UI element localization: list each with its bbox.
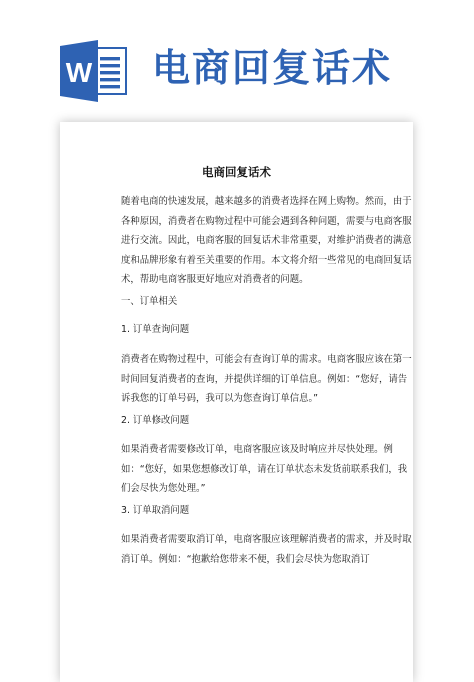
item-heading-order-query: 1. 订单查询问题 (121, 324, 190, 335)
item-heading-order-modify: 2. 订单修改问题 (121, 415, 190, 426)
section-heading-orders: 一、订单相关 (121, 296, 178, 307)
item-text-order-cancel: 如果消费者需要取消订单，电商客服应该理解消费者的需求，并及时取消订单。例如：“抱歉给您带来不便，我们会尽快为您取消订 (121, 534, 412, 565)
document-title: 电商回复话术 (202, 165, 271, 179)
word-icon-letter: W (65, 57, 93, 88)
item-heading-order-cancel: 3. 订单取消问题 (121, 505, 190, 516)
item-text-order-query: 消费者在购物过程中，可能会有查询订单的需求。电商客服应该在第一时间回复消费者的查询，并提供详细的订单信息。例如：“您好，请告诉我您的订单号码，我可以为您查询订单信息。” (121, 354, 412, 404)
header-title: 电商回复话术 (152, 46, 393, 90)
word-icon (60, 40, 130, 102)
header (0, 0, 474, 140)
item-text-order-modify: 如果消费者需要修改订单，电商客服应该及时响应并尽快处理。例如：“您好，如果您想修改订单，请在订单状态未发货前联系我们，我们会尽快为您处理。” (121, 444, 408, 494)
document-page (60, 122, 413, 682)
intro-paragraph: 随着电商的快速发展，越来越多的消费者选择在网上购物。然而，由于各种原因，消费者在购物过程中可能会遇到各种问题，需要与电商客服进行交流。因此，电商客服的回复话术非常重要，对维护消费者的满意度和品牌形象有着至关重要的作用。本文将介绍一些常见的电商回复话术，帮助电商客服更好地应对消费者的问题。 (121, 196, 412, 285)
